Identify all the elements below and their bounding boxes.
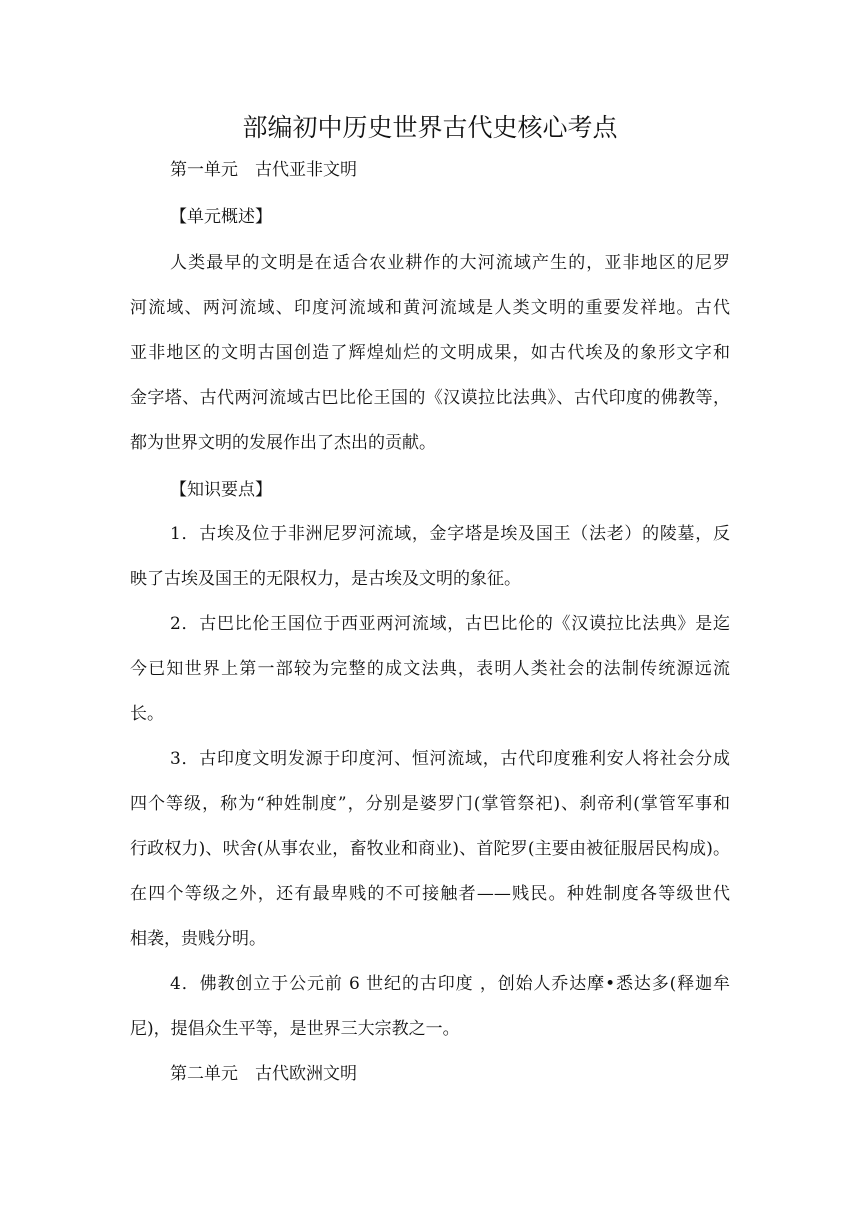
point-2-line: 长。 — [130, 704, 164, 724]
overview-line: 亚非地区的文明古国创造了辉煌灿烂的文明成果，如古代埃及的象形文字和 — [130, 343, 730, 363]
knowledge-label: 【知识要点】 — [170, 480, 272, 500]
point-3-line: 在四个等级之外，还有最卑贱的不可接触者——贱民。种姓制度各等级世代 — [130, 884, 730, 904]
unit2-heading: 第二单元 古代欧洲文明 — [170, 1064, 357, 1084]
overview-line: 金字塔、古代两河流域古巴比伦王国的《汉谟拉比法典》、古代印度的佛教等， — [130, 388, 730, 408]
point-1-line: 1．古埃及位于非洲尼罗河流域，金字塔是埃及国王（法老）的陵墓，反 — [170, 524, 730, 544]
unit1-heading: 第一单元 古代亚非文明 — [170, 160, 357, 180]
point-4-line: 尼)，提倡众生平等，是世界三大宗教之一。 — [130, 1019, 460, 1039]
overview-line: 河流域、两河流域、印度河流域和黄河流域是人类文明的重要发祥地。古代 — [130, 298, 730, 318]
point-3-line: 3．古印度文明发源于印度河、恒河流域，古代印度雅利安人将社会分成 — [170, 749, 730, 769]
overview-label: 【单元概述】 — [170, 207, 272, 227]
point-3-line: 相袭，贵贱分明。 — [130, 929, 266, 949]
point-3-line: 行政权力)、吠舍(从事农业，畜牧业和商业)、首陀罗(主要由被征服居民构成)。 — [130, 839, 730, 859]
point-2-line: 今已知世界上第一部较为完整的成文法典，表明人类社会的法制传统源远流 — [130, 659, 730, 679]
overview-line: 都为世界文明的发展作出了杰出的贡献。 — [130, 433, 436, 453]
point-1-line: 映了古埃及国王的无限权力，是古埃及文明的象征。 — [130, 569, 521, 589]
point-4-line: 4．佛教创立于公元前 6 世纪的古印度 ，创始人乔达摩•悉达多(释迦牟 — [170, 974, 730, 994]
overview-line: 人类最早的文明是在适合农业耕作的大河流域产生的，亚非地区的尼罗 — [170, 253, 730, 273]
document-title: 部编初中历史世界古代史核心考点 — [242, 113, 618, 142]
point-3-line: 四个等级，称为“种姓制度”，分别是婆罗门(掌管祭祀)、刹帝利(掌管军事和 — [130, 794, 730, 814]
point-2-line: 2．古巴比伦王国位于西亚两河流域，古巴比伦的《汉谟拉比法典》是迄 — [170, 614, 730, 634]
